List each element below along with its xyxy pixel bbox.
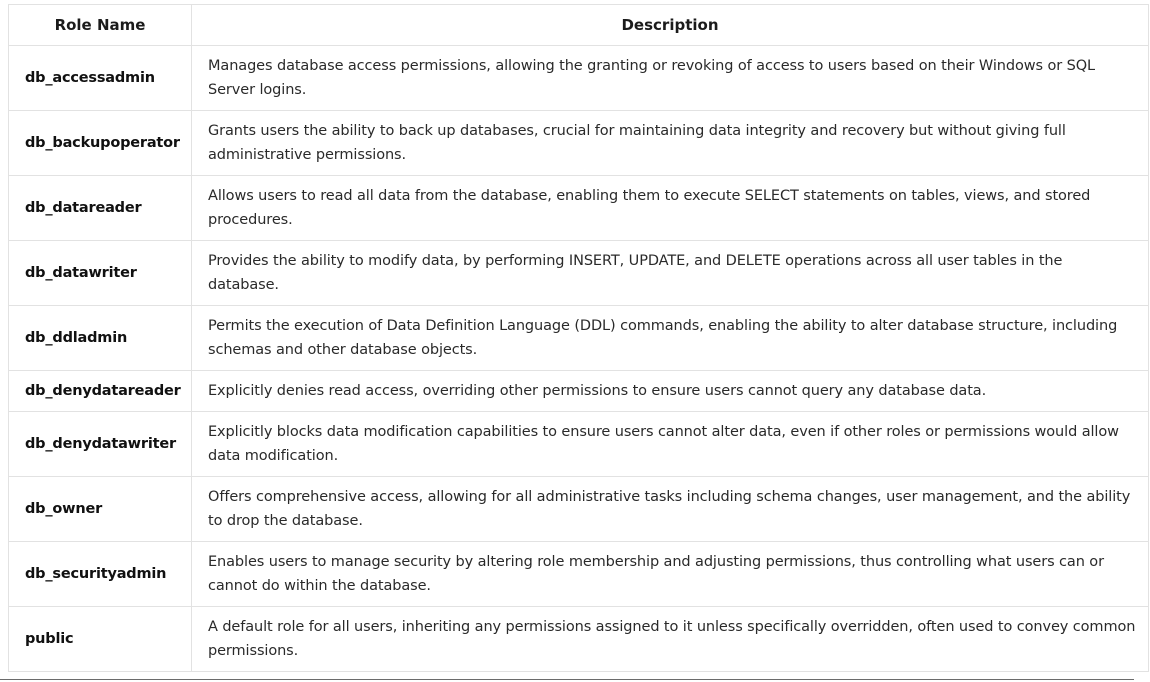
role-description-cell: Allows users to read all data from the database, enabling them to execute SELECT statements on tables, views, and stored procedures. xyxy=(192,176,1149,241)
role-description-cell: Permits the execution of Data Definition Language (DDL) commands, enabling the ability to alter database structure, including schemas and other database objects. xyxy=(192,306,1149,371)
column-header-role-name: Role Name xyxy=(9,5,192,46)
role-description-cell: Provides the ability to modify data, by performing INSERT, UPDATE, and DELETE operations across all user tables in the database. xyxy=(192,241,1149,306)
role-name-cell: db_datareader xyxy=(9,176,192,241)
table-row xyxy=(9,241,1149,306)
role-name-cell: db_ddladmin xyxy=(9,306,192,371)
table-row xyxy=(9,371,1149,412)
bottom-divider xyxy=(0,679,1134,680)
role-name-cell: db_accessadmin xyxy=(9,46,192,111)
role-name-cell: db_datawriter xyxy=(9,241,192,306)
table-row xyxy=(9,111,1149,176)
table-row xyxy=(9,477,1149,542)
role-name-cell: public xyxy=(9,607,192,672)
role-name-cell: db_backupoperator xyxy=(9,111,192,176)
roles-table xyxy=(8,4,1149,672)
table-header-row xyxy=(9,5,1149,46)
table-row xyxy=(9,306,1149,371)
role-name-cell: db_denydatareader xyxy=(9,371,192,412)
role-description-cell: Explicitly denies read access, overriding other permissions to ensure users cannot query any database data. xyxy=(192,371,1149,412)
role-name-cell: db_securityadmin xyxy=(9,542,192,607)
role-description-cell: Explicitly blocks data modification capabilities to ensure users cannot alter data, even if other roles or permissions would allow data modification. xyxy=(192,412,1149,477)
role-name-cell: db_denydatawriter xyxy=(9,412,192,477)
role-description-cell: Manages database access permissions, allowing the granting or revoking of access to users based on their Windows or SQL Server logins. xyxy=(192,46,1149,111)
role-description-cell: Offers comprehensive access, allowing for all administrative tasks including schema changes, user management, and the ability to drop the database. xyxy=(192,477,1149,542)
role-description-cell: Grants users the ability to back up databases, crucial for maintaining data integrity and recovery but without giving full administrative permissions. xyxy=(192,111,1149,176)
table-row xyxy=(9,176,1149,241)
table-row xyxy=(9,607,1149,672)
table-row xyxy=(9,542,1149,607)
table-row xyxy=(9,412,1149,477)
role-name-cell: db_owner xyxy=(9,477,192,542)
column-header-description: Description xyxy=(192,5,1149,46)
table-row xyxy=(9,46,1149,111)
role-description-cell: Enables users to manage security by altering role membership and adjusting permissions, thus controlling what users can or cannot do within the database. xyxy=(192,542,1149,607)
role-description-cell: A default role for all users, inheriting any permissions assigned to it unless specifically overridden, often used to convey common permissions. xyxy=(192,607,1149,672)
